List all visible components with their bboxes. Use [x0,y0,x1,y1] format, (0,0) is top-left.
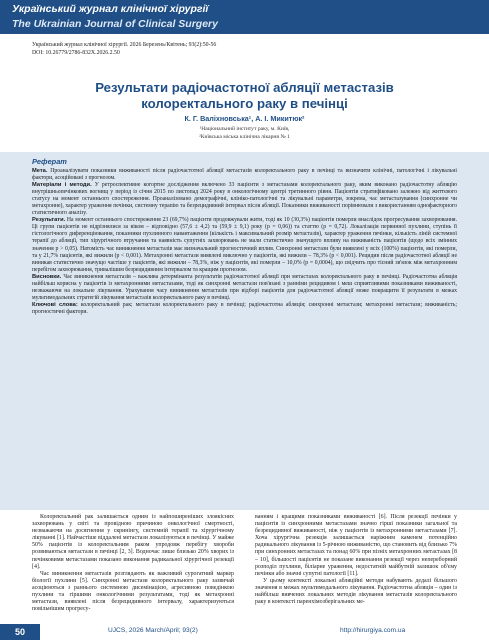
abstract-goal-text: Проаналізувати показники виживаності після радіочастотної абляції метастазів колоректального раку в печінці та визначити клінічні, патологічні і лікувальні фактори, асоційовані з прогнозом. [32,168,458,182]
body-paragraph: Час виникнення метастазів розглядають як важливий сурогатний маркер біології пухлини [5]. Синхронні метастази колоректального раку зазвичай асоціюються з раннього системною дисемінацією, агресивною поведінкою пухлини та гіршими онкологічними результатами, тоді як метахронні метастази, виявлені після безрецидивного інтервалу, характеризуються повільнішим прогресу- [32,570,234,613]
abstract-results [32,217,457,273]
article-title-line-2: колоректального раку в печінці [141,95,348,111]
abstract-heading: Реферат [32,157,67,166]
body-paragraph: У цьому контексті локальні абляційні методи набувають дедалі більшого значення в межах мультимодального лікування. Радіочастотна абляція – один із найбільш вивчених локальних методів лікування метастазів колоректального раку в контексті паренхімозберігальних ме- [255,577,457,606]
body-column-left [32,514,234,613]
abstract-goal [32,168,457,182]
abstract-results-text: На момент останнього спостереження 23 (69,7%) пацієнти продовжували жити, тоді як 10 (30,3%) пацієнтів померли внаслідок прогресування захворювання. Ці групи пацієнтів не відрізнялися за віком – відповідно (57,6 ± 4,2) та (59,9 ± 9,1) року (p = 0,06)) та статтю (p = 0,72). Локалізація первинної пухлини, ступінь її гістологічного диференціювання, показники пухлинного навантаження (кількість і максимальний розмір метастазів), характер ураження печінки, кількість ліній системної терапії до абляції, тип хірургічного втручання та наявність супутніх захворювань не мали статистично значущого впливу на виживаність пацієнтів (щодо всіх змінних значення p > 0,05). Натомість час виникнення метастазів має визначальний прогностичний вплив. Синхронні метастази були виявлені у всіх (100%) пацієнтів, які померли, та у 21,7% пацієнтів, які вижили (p < 0,001). Метахронні метастази виявлені виключно у пацієнтів, які вижили – 78,3% (p < 0,001). Рецидив після радіочастотної абляції не виникав статистично значущо частіше у пацієнтів, які вижили – 78,3%, ніж у пацієнтів, які померли – 10,0% (p = 0,0004), що свідчить про тісний зв'язок між метахронним перебігом захворювання, тривалішим безрецидивним інтервалом та кращим прогнозом. [32,217,457,273]
abstract-goal-label: Мета. [32,168,48,174]
abstract-methods-text: У ретроспективне когортне дослідження включено 33 пацієнти з метастазами колоректального раку, яким виконано радіочастотну абляцію внутрішньопечінкових вогнищ у період із січня 2015 по листопад 2024 року в онкологічному центрі третинного рівня. Пацієнтів стратифіковано залежно від життєвого статусу на момент останнього спостереження. Проаналізовано демографічні, клініко-патологічні та лікувальні параметри, зокрема, час метастазування (синхронне чи метахронне), характер ураження печінки, системну терапію та безрецидивний інтервал після абляції. Показники виживаності порівнювали з використанням однофакторного статистичного аналізу. [32,182,458,217]
article-authors: К. Г. Валіхновська¹, А. І. Микитюк² [184,114,305,123]
abstract-keywords [32,302,457,316]
footer-journal-issue: UJCS, 2026 March/April; 93(2) [108,627,198,634]
footer-journal-url[interactable]: http://hirurgiya.com.ua [340,627,406,634]
abstract-results-label: Результати. [32,217,66,224]
body-column-right [255,514,457,606]
abstract-conclusions [32,274,457,302]
abstract-body [32,168,457,316]
affiliation-2: ²Київська міська клінічна лікарня № 1 [199,134,290,140]
article-title-line-1: Результати радіочастотної абляції метастазів [95,80,394,95]
abstract-keywords-text: колоректальний рак; метастази колоректального раку в печінці; радіочастотна абляція; синхронні метастази; метахронні метастази; виживаність; прогностичні фактори. [32,301,457,315]
abstract-conclusions-text: Час виникнення метастазів – важлива детермінанта результатів радіочастотної абляції при метастазах колоректального раку в печінці. Радіочастотна абляція найбільш корисна у пацієнтів із метахронними метастазами, тоді як синхронні метастази пов'язані з ранніми рецидивом і меш сприятливими показниками виживаності, незважаючи на локальне лікування. Урахування часу виникнення метастазів при відборі пацієнтів для радіочастотної абляції може покращити її результати в межах мультимодальних стратегій лікування метастазів колоректального раку в печінці. [32,273,457,301]
article-title [32,80,457,111]
body-paragraph: ванням і кращими показниками виживаності [6]. Після резекції печінки у пацієнтів із синхронними метастазами значно гірші показники загальної та безрецидивної виживаності, ніж у пацієнтів із метахронними метастазами [7]. Хоча хірургічна резекція залишається наріжним каменем потенційно радикального лікування із 5-річною виживаністю, що становить від близько 7% при синхронних метастазах та понад 60% при пізніх метахронних метастазах [8 – 10], більшості пацієнтів не показане виконання резекції через непереборний розподіл пухлини, біліарне ураження, недостатній майбутній залишок об'єму печінки або значні супутні патології [11]. [255,514,457,577]
citation-line: Український журнал клінічної хірургії. 2026 Березень/Квітень; 93(2):50-56 [32,42,217,48]
page-number: 50 [0,624,40,640]
abstract-keywords-label: Ключові слова: [32,301,78,308]
journal-header-banner [0,0,489,34]
abstract-conclusions-label: Висновки. [32,273,62,280]
affiliation-1: ¹Національний інститут раку, м. Київ, [199,126,290,132]
abstract-methods-label: Матеріали і методи. [32,182,92,189]
body-paragraph: Колоректальний рак залишається одним із найпоширеніших злоякісних захворювань у світі та провідною причиною онкологічної смертності, незважаючи на досягнення у скринінгу, системній терапії та хірургічному лікуванні [1]. Найчастіше віддалені метастази локалізуються в печінці. У майже 50% пацієнтів із колоректальним раком упродовж перебігу хвороби розвиваються метастази в печінці [2, 3]. Водночас лише близько 20% хворих із печінковими метастазами показано виконання радикальної хірургічної резекції [4]. [32,514,234,570]
journal-title-ukrainian: Український журнал клінічної хірургії [12,3,209,15]
doi-line: DOI: 10.26779/2786-832X.2026.2.50 [32,50,120,56]
abstract-box [0,152,489,510]
journal-title-english: The Ukrainian Journal of Clinical Surgery [12,18,218,30]
page-footer [0,624,489,640]
abstract-methods [32,182,457,217]
